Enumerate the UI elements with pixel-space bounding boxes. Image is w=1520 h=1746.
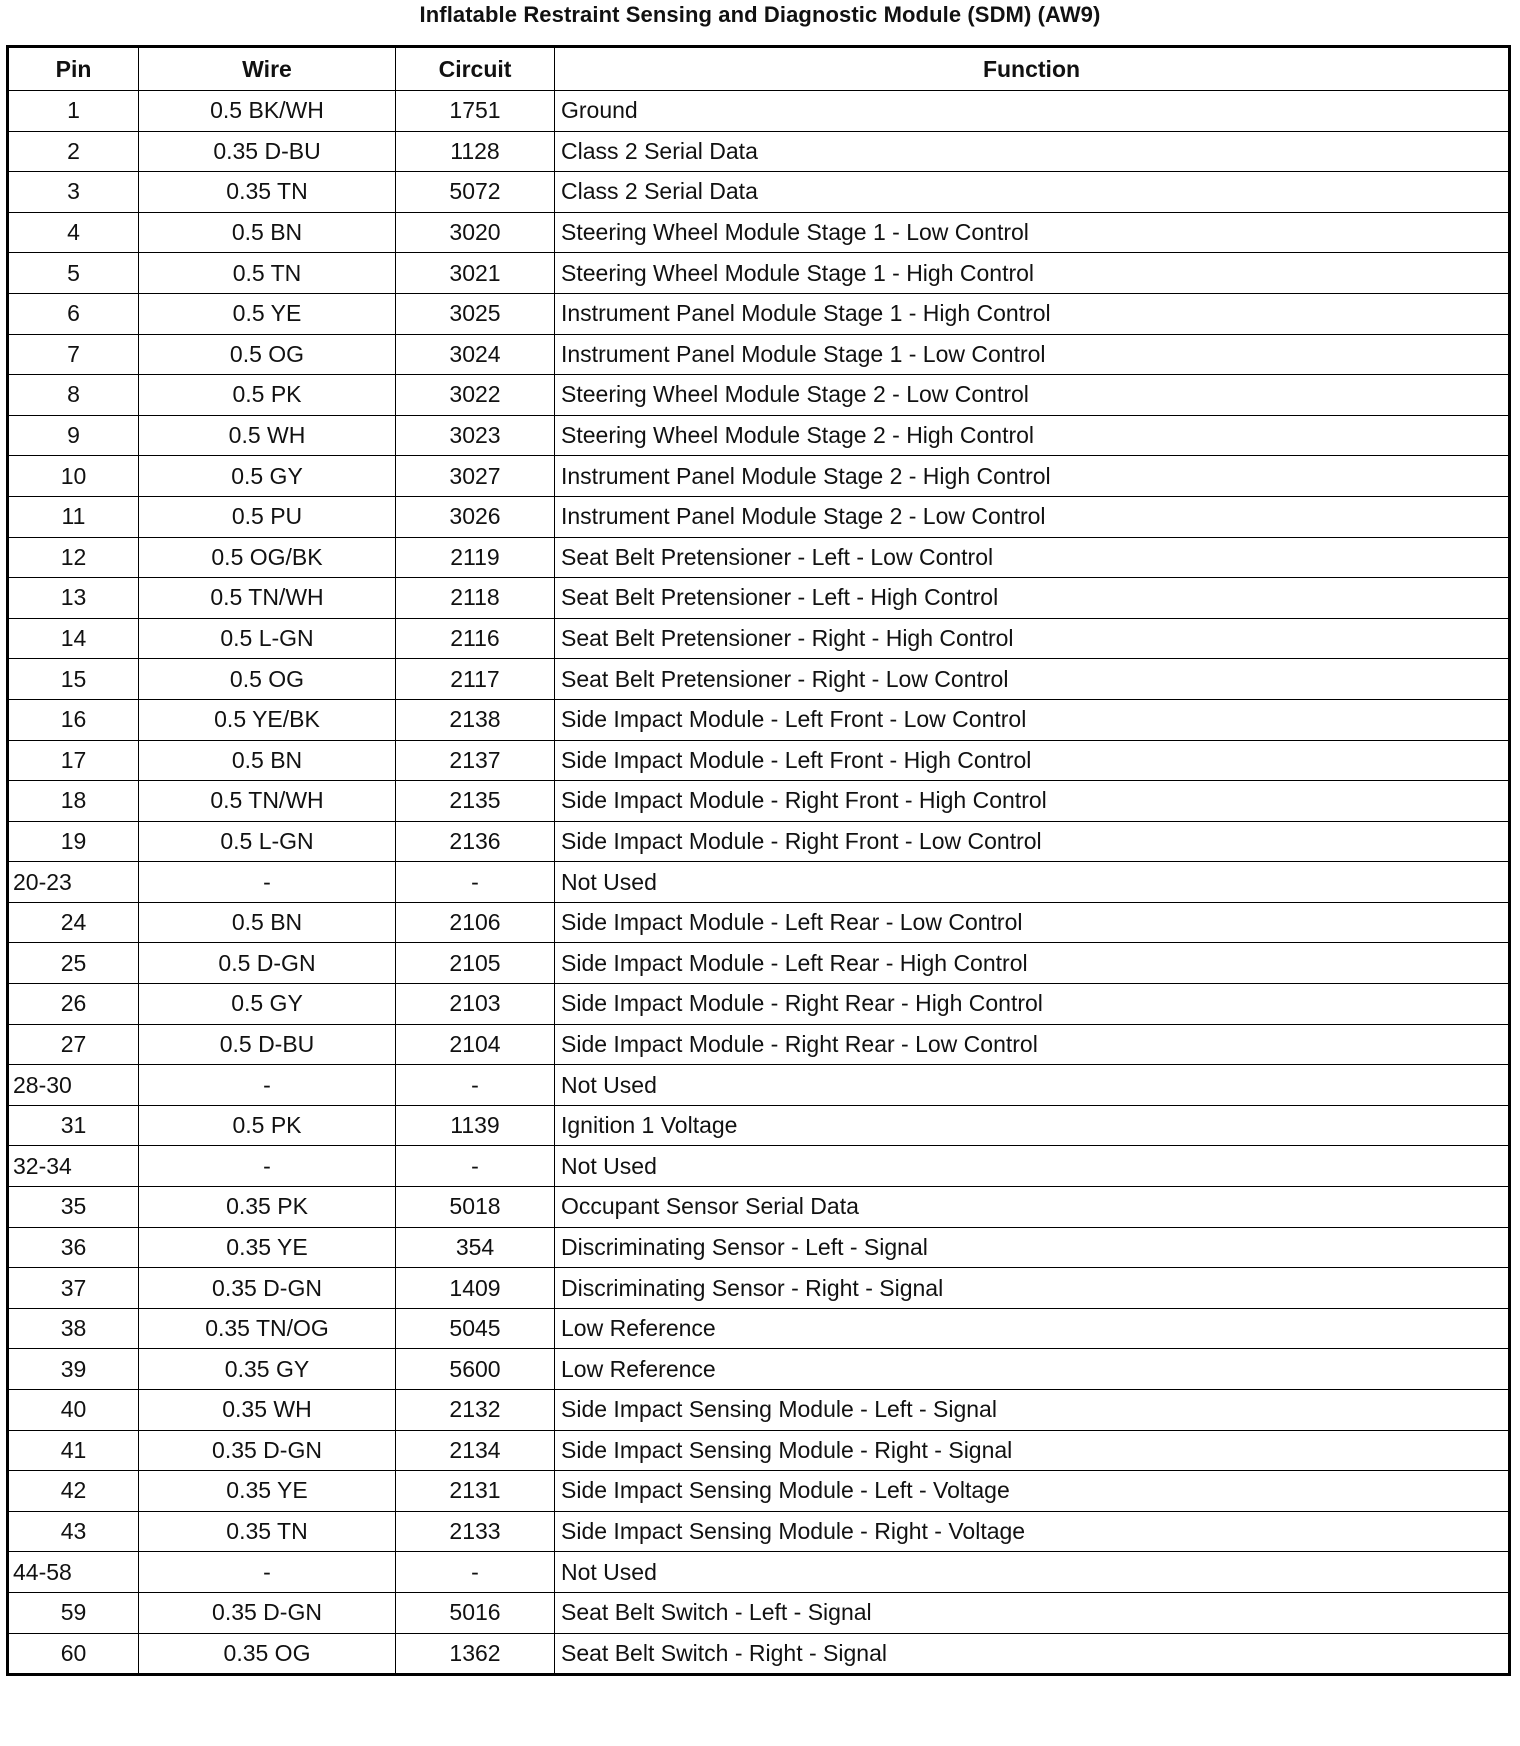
table-row	[8, 578, 1510, 619]
circuit-cell: 2133	[396, 1511, 555, 1552]
wire-cell: 0.35 D-GN	[139, 1268, 396, 1309]
function-cell: Low Reference	[555, 1349, 1510, 1390]
function-cell: Class 2 Serial Data	[555, 172, 1510, 213]
function-cell: Occupant Sensor Serial Data	[555, 1187, 1510, 1228]
table-row	[8, 1065, 1510, 1106]
table-row	[8, 456, 1510, 497]
function-cell: Instrument Panel Module Stage 1 - High Control	[555, 293, 1510, 334]
function-cell: Side Impact Module - Right Front - Low Control	[555, 821, 1510, 862]
table-row	[8, 496, 1510, 537]
wire-cell: 0.5 OG/BK	[139, 537, 396, 578]
circuit-cell: 3022	[396, 375, 555, 416]
circuit-cell: 1362	[396, 1633, 555, 1675]
function-cell: Seat Belt Pretensioner - Left - High Control	[555, 578, 1510, 619]
column-header-wire: Wire	[139, 47, 396, 91]
wire-cell: 0.5 YE/BK	[139, 699, 396, 740]
circuit-cell: 2106	[396, 902, 555, 943]
function-cell: Side Impact Sensing Module - Right - Voltage	[555, 1511, 1510, 1552]
table-row	[8, 1471, 1510, 1512]
function-cell: Side Impact Module - Left Front - High Control	[555, 740, 1510, 781]
column-header-pin: Pin	[8, 47, 139, 91]
function-cell: Instrument Panel Module Stage 1 - Low Control	[555, 334, 1510, 375]
wire-cell: 0.5 YE	[139, 293, 396, 334]
circuit-cell: 2135	[396, 781, 555, 822]
circuit-cell: 2134	[396, 1430, 555, 1471]
pin-cell: 12	[8, 537, 139, 578]
pin-cell: 60	[8, 1633, 139, 1675]
wire-cell: 0.35 TN	[139, 1511, 396, 1552]
table-row	[8, 984, 1510, 1025]
wire-cell: 0.35 PK	[139, 1187, 396, 1228]
circuit-cell: 1128	[396, 131, 555, 172]
function-cell: Side Impact Module - Right Rear - High Control	[555, 984, 1510, 1025]
wire-cell: 0.5 OG	[139, 334, 396, 375]
pin-cell: 17	[8, 740, 139, 781]
circuit-cell: 2136	[396, 821, 555, 862]
table-row	[8, 740, 1510, 781]
function-cell: Side Impact Module - Left Rear - Low Control	[555, 902, 1510, 943]
function-cell: Side Impact Module - Right Rear - Low Control	[555, 1024, 1510, 1065]
table-row	[8, 1349, 1510, 1390]
circuit-cell: 2116	[396, 618, 555, 659]
pin-cell: 16	[8, 699, 139, 740]
function-cell: Steering Wheel Module Stage 2 - High Control	[555, 415, 1510, 456]
pin-cell: 41	[8, 1430, 139, 1471]
pin-cell: 43	[8, 1511, 139, 1552]
pin-cell: 28-30	[8, 1065, 139, 1106]
pin-cell: 37	[8, 1268, 139, 1309]
function-cell: Side Impact Module - Left Front - Low Control	[555, 699, 1510, 740]
table-row	[8, 1187, 1510, 1228]
table-row	[8, 1308, 1510, 1349]
circuit-cell: 2132	[396, 1390, 555, 1431]
table-row	[8, 537, 1510, 578]
wire-cell: 0.5 PK	[139, 375, 396, 416]
function-cell: Steering Wheel Module Stage 2 - Low Control	[555, 375, 1510, 416]
pin-cell: 4	[8, 212, 139, 253]
function-cell: Instrument Panel Module Stage 2 - High Control	[555, 456, 1510, 497]
function-cell: Discriminating Sensor - Left - Signal	[555, 1227, 1510, 1268]
circuit-cell: -	[396, 1146, 555, 1187]
pin-cell: 39	[8, 1349, 139, 1390]
circuit-cell: 2131	[396, 1471, 555, 1512]
pin-cell: 14	[8, 618, 139, 659]
pin-cell: 27	[8, 1024, 139, 1065]
wire-cell: 0.35 OG	[139, 1633, 396, 1675]
wire-cell: 0.5 D-BU	[139, 1024, 396, 1065]
table-row	[8, 131, 1510, 172]
wire-cell: 0.5 TN/WH	[139, 578, 396, 619]
function-cell: Side Impact Module - Left Rear - High Control	[555, 943, 1510, 984]
pin-cell: 20-23	[8, 862, 139, 903]
connector-pinout-table	[6, 45, 1511, 1676]
function-cell: Seat Belt Pretensioner - Right - Low Control	[555, 659, 1510, 700]
wire-cell: 0.5 PK	[139, 1105, 396, 1146]
function-cell: Ground	[555, 91, 1510, 132]
table-row	[8, 1227, 1510, 1268]
wire-cell: -	[139, 1146, 396, 1187]
table-row	[8, 1146, 1510, 1187]
circuit-cell: 1751	[396, 91, 555, 132]
pin-cell: 11	[8, 496, 139, 537]
circuit-cell: 5016	[396, 1592, 555, 1633]
table-row	[8, 91, 1510, 132]
table-row	[8, 1105, 1510, 1146]
table-row	[8, 821, 1510, 862]
pin-cell: 36	[8, 1227, 139, 1268]
circuit-cell: -	[396, 862, 555, 903]
wire-cell: 0.35 TN	[139, 172, 396, 213]
table-row	[8, 293, 1510, 334]
wire-cell: 0.35 YE	[139, 1227, 396, 1268]
circuit-cell: 3023	[396, 415, 555, 456]
table-body	[8, 91, 1510, 1675]
pin-cell: 15	[8, 659, 139, 700]
circuit-cell: 2117	[396, 659, 555, 700]
pin-cell: 32-34	[8, 1146, 139, 1187]
circuit-cell: 3024	[396, 334, 555, 375]
circuit-cell: 2118	[396, 578, 555, 619]
table-row	[8, 212, 1510, 253]
function-cell: Not Used	[555, 1065, 1510, 1106]
function-cell: Steering Wheel Module Stage 1 - High Control	[555, 253, 1510, 294]
table-row	[8, 943, 1510, 984]
pin-cell: 35	[8, 1187, 139, 1228]
circuit-cell: 2103	[396, 984, 555, 1025]
circuit-cell: 3020	[396, 212, 555, 253]
document-title: Inflatable Restraint Sensing and Diagnostic Module (SDM) (AW9)	[419, 2, 1101, 27]
table-row	[8, 253, 1510, 294]
wire-cell: 0.5 TN	[139, 253, 396, 294]
circuit-cell: 3021	[396, 253, 555, 294]
circuit-cell: 2119	[396, 537, 555, 578]
function-cell: Seat Belt Switch - Left - Signal	[555, 1592, 1510, 1633]
circuit-cell: 3027	[396, 456, 555, 497]
circuit-cell: 354	[396, 1227, 555, 1268]
wire-cell: 0.35 WH	[139, 1390, 396, 1431]
function-cell: Low Reference	[555, 1308, 1510, 1349]
header-row	[8, 47, 1510, 91]
wire-cell: -	[139, 1552, 396, 1593]
function-cell: Side Impact Module - Right Front - High Control	[555, 781, 1510, 822]
wire-cell: 0.5 BN	[139, 902, 396, 943]
pin-cell: 44-58	[8, 1552, 139, 1593]
wire-cell: 0.5 BN	[139, 740, 396, 781]
table-row	[8, 375, 1510, 416]
pin-cell: 25	[8, 943, 139, 984]
wire-cell: 0.35 YE	[139, 1471, 396, 1512]
wire-cell: 0.35 D-BU	[139, 131, 396, 172]
pin-cell: 31	[8, 1105, 139, 1146]
wire-cell: 0.35 D-GN	[139, 1592, 396, 1633]
circuit-cell: 5600	[396, 1349, 555, 1390]
pin-cell: 1	[8, 91, 139, 132]
circuit-cell: 2104	[396, 1024, 555, 1065]
table-row	[8, 1024, 1510, 1065]
table-row	[8, 902, 1510, 943]
pin-cell: 42	[8, 1471, 139, 1512]
function-cell: Side Impact Sensing Module - Left - Voltage	[555, 1471, 1510, 1512]
function-cell: Not Used	[555, 1146, 1510, 1187]
function-cell: Side Impact Sensing Module - Left - Signal	[555, 1390, 1510, 1431]
column-header-circuit: Circuit	[396, 47, 555, 91]
pin-cell: 40	[8, 1390, 139, 1431]
table-row	[8, 1592, 1510, 1633]
pin-cell: 19	[8, 821, 139, 862]
wire-cell: 0.5 PU	[139, 496, 396, 537]
pin-cell: 38	[8, 1308, 139, 1349]
wire-cell: 0.5 L-GN	[139, 618, 396, 659]
circuit-cell: 2138	[396, 699, 555, 740]
wire-cell: 0.5 BN	[139, 212, 396, 253]
pin-cell: 8	[8, 375, 139, 416]
circuit-cell: 5045	[396, 1308, 555, 1349]
wire-cell: 0.35 GY	[139, 1349, 396, 1390]
table-row	[8, 1390, 1510, 1431]
pin-cell: 10	[8, 456, 139, 497]
circuit-cell: -	[396, 1065, 555, 1106]
pin-cell: 24	[8, 902, 139, 943]
table-row	[8, 781, 1510, 822]
pin-cell: 2	[8, 131, 139, 172]
function-cell: Seat Belt Pretensioner - Right - High Control	[555, 618, 1510, 659]
circuit-cell: 2137	[396, 740, 555, 781]
table-row	[8, 618, 1510, 659]
wire-cell: 0.5 TN/WH	[139, 781, 396, 822]
pin-cell: 13	[8, 578, 139, 619]
circuit-cell: 1139	[396, 1105, 555, 1146]
table-row	[8, 862, 1510, 903]
wire-cell: 0.5 L-GN	[139, 821, 396, 862]
table-row	[8, 1268, 1510, 1309]
function-cell: Not Used	[555, 1552, 1510, 1593]
circuit-cell: 3026	[396, 496, 555, 537]
table-row	[8, 1552, 1510, 1593]
function-cell: Instrument Panel Module Stage 2 - Low Control	[555, 496, 1510, 537]
function-cell: Steering Wheel Module Stage 1 - Low Control	[555, 212, 1510, 253]
wire-cell: 0.5 D-GN	[139, 943, 396, 984]
table-row	[8, 172, 1510, 213]
wire-cell: -	[139, 1065, 396, 1106]
function-cell: Not Used	[555, 862, 1510, 903]
wire-cell: 0.5 GY	[139, 456, 396, 497]
pin-cell: 6	[8, 293, 139, 334]
wire-cell: 0.35 D-GN	[139, 1430, 396, 1471]
function-cell: Discriminating Sensor - Right - Signal	[555, 1268, 1510, 1309]
circuit-cell: 5072	[396, 172, 555, 213]
table-row	[8, 659, 1510, 700]
pin-cell: 59	[8, 1592, 139, 1633]
circuit-cell: 1409	[396, 1268, 555, 1309]
wire-cell: 0.5 GY	[139, 984, 396, 1025]
circuit-cell: 2105	[396, 943, 555, 984]
wire-cell: 0.35 TN/OG	[139, 1308, 396, 1349]
circuit-cell: 5018	[396, 1187, 555, 1228]
pin-cell: 5	[8, 253, 139, 294]
table-row	[8, 334, 1510, 375]
wire-cell: 0.5 WH	[139, 415, 396, 456]
function-cell: Seat Belt Pretensioner - Left - Low Control	[555, 537, 1510, 578]
wire-cell: -	[139, 862, 396, 903]
pin-cell: 3	[8, 172, 139, 213]
table-row	[8, 1511, 1510, 1552]
pin-cell: 7	[8, 334, 139, 375]
function-cell: Side Impact Sensing Module - Right - Signal	[555, 1430, 1510, 1471]
pin-cell: 18	[8, 781, 139, 822]
function-cell: Seat Belt Switch - Right - Signal	[555, 1633, 1510, 1675]
wire-cell: 0.5 OG	[139, 659, 396, 700]
function-cell: Ignition 1 Voltage	[555, 1105, 1510, 1146]
circuit-cell: 3025	[396, 293, 555, 334]
function-cell: Class 2 Serial Data	[555, 131, 1510, 172]
pin-cell: 9	[8, 415, 139, 456]
column-header-function: Function	[555, 47, 1510, 91]
wire-cell: 0.5 BK/WH	[139, 91, 396, 132]
table-row	[8, 1430, 1510, 1471]
pin-cell: 26	[8, 984, 139, 1025]
table-row	[8, 1633, 1510, 1675]
table-row	[8, 699, 1510, 740]
table-row	[8, 415, 1510, 456]
circuit-cell: -	[396, 1552, 555, 1593]
